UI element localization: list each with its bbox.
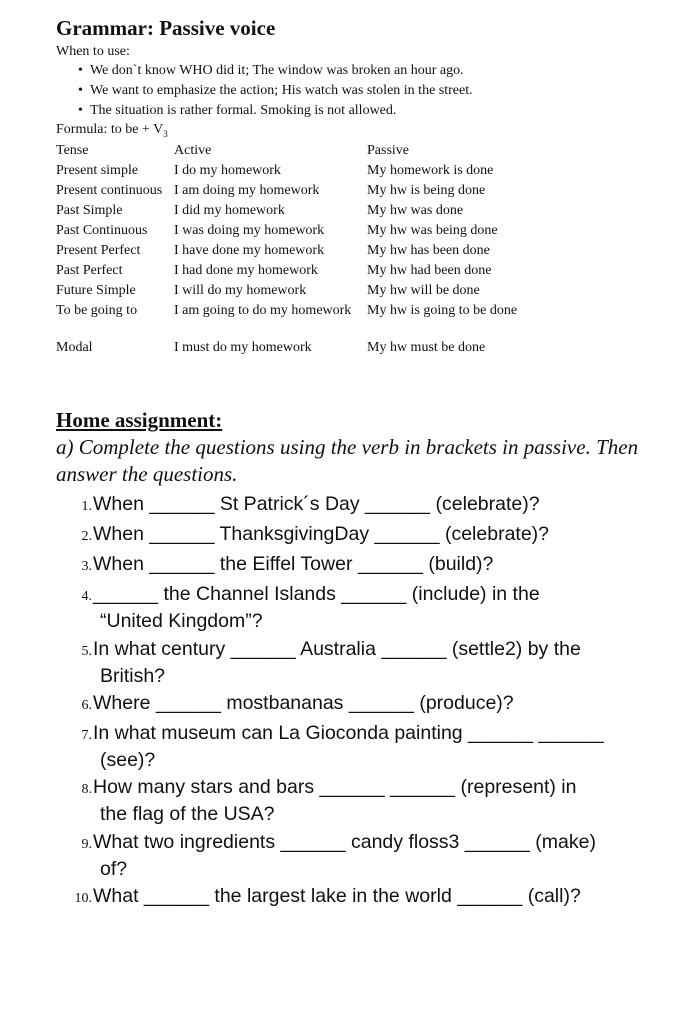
active-cell: I was doing my homework [174, 223, 325, 238]
passive-cell: My hw is being done [367, 183, 486, 198]
table-row [56, 282, 617, 302]
usage-item: • We don`t know WHO did it; The window was broken an hour ago. [78, 62, 473, 82]
question-text: When ______ St Patrick´s Day ______ (celebrate)? [93, 493, 540, 515]
table-row [56, 262, 617, 282]
question-number: 4. [81, 589, 92, 604]
question-text: How many stars and bars ______ ______ (represent) in [93, 776, 577, 798]
header-tense: Tense [56, 143, 89, 158]
question-continuation: of? [100, 858, 128, 880]
formula-line [56, 122, 168, 139]
question-number: 10. [74, 891, 92, 906]
passive-cell: My hw was being done [367, 223, 498, 238]
table-row [56, 302, 617, 339]
header-passive: Passive [367, 143, 409, 158]
question-item [70, 775, 690, 826]
active-cell: I did my homework [174, 203, 285, 218]
passive-cell: My hw was done [367, 203, 464, 218]
active-cell: I do my homework [174, 163, 281, 178]
question-item [70, 721, 690, 772]
question-continuation: British? [100, 665, 166, 687]
table-row [56, 339, 617, 359]
usage-item: • The situation is rather formal. Smoking is not allowed. [78, 102, 473, 122]
passive-cell: My hw must be done [367, 340, 486, 355]
passive-cell: My hw had been done [367, 263, 492, 278]
question-continuation: “United Kingdom”? [100, 610, 263, 632]
tense-cell: Present continuous [56, 183, 163, 198]
formula-subscript: 3 [163, 128, 168, 139]
table-header-row [56, 142, 617, 162]
passive-cell: My hw is going to be done [367, 303, 518, 318]
tense-cell: To be going to [56, 303, 138, 318]
table-row [56, 162, 617, 182]
question-item [70, 522, 690, 549]
question-number: 3. [81, 559, 92, 574]
question-text: What two ingredients ______ candy floss3 ______ (make) [93, 831, 596, 853]
home-assignment-title: Home assignment: [56, 408, 223, 432]
question-number: 9. [81, 837, 92, 852]
question-number: 5. [81, 644, 92, 659]
when-to-use-label: When to use: [56, 44, 130, 59]
table-row [56, 182, 617, 202]
question-item [70, 492, 690, 519]
question-item [70, 552, 690, 579]
grammar-title: Grammar: Passive voice [56, 16, 276, 40]
question-text: When ______ ThanksgivingDay ______ (celebrate)? [93, 523, 550, 545]
question-text: What ______ the largest lake in the world ______ (call)? [93, 885, 581, 907]
formula-label: Formula: to be + V [56, 122, 164, 137]
passive-cell: My hw will be done [367, 283, 480, 298]
question-continuation: the flag of the USA? [100, 803, 275, 825]
tense-cell: Present Perfect [56, 243, 141, 258]
usage-list [78, 62, 473, 122]
table-row [56, 222, 617, 242]
header-active: Active [174, 143, 212, 158]
question-number: 7. [81, 728, 92, 743]
question-item [70, 637, 690, 688]
active-cell: I must do my homework [174, 340, 312, 355]
question-text: In what century ______ Australia ______ (settle2) by the [93, 638, 581, 660]
tense-cell: Past Continuous [56, 223, 148, 238]
active-cell: I had done my homework [174, 263, 318, 278]
question-text: In what museum can La Gioconda painting ______ ______ [93, 722, 604, 744]
question-item [70, 884, 690, 911]
table-row [56, 242, 617, 262]
question-text: Where ______ mostbananas ______ (produce)? [93, 692, 514, 714]
question-number: 8. [81, 782, 92, 797]
active-cell: I am doing my homework [174, 183, 320, 198]
question-text: ______ the Channel Islands ______ (include) in the [93, 583, 540, 605]
table-row [56, 202, 617, 222]
tense-cell: Past Simple [56, 203, 123, 218]
usage-item: • We want to emphasize the action; His watch was stolen in the street. [78, 82, 473, 102]
question-continuation: (see)? [100, 749, 156, 771]
question-number: 1. [81, 499, 92, 514]
tense-cell: Future Simple [56, 283, 136, 298]
active-cell: I am going to do my homework [174, 303, 352, 318]
question-text: When ______ the Eiffel Tower ______ (build)? [93, 553, 494, 575]
assignment-instruction: a) Complete the questions using the verb in brackets in passive. Then answer the questions. [56, 435, 639, 486]
tense-cell: Past Perfect [56, 263, 123, 278]
passive-cell: My homework is done [367, 163, 494, 178]
tense-cell: Present simple [56, 163, 139, 178]
active-cell: I will do my homework [174, 283, 307, 298]
passive-cell: My hw has been done [367, 243, 490, 258]
tense-table [56, 142, 617, 359]
question-item [70, 691, 690, 718]
question-number: 6. [81, 698, 92, 713]
question-number: 2. [81, 529, 92, 544]
active-cell: I have done my homework [174, 243, 325, 258]
question-item [70, 582, 690, 633]
question-item [70, 830, 690, 881]
tense-cell: Modal [56, 340, 93, 355]
